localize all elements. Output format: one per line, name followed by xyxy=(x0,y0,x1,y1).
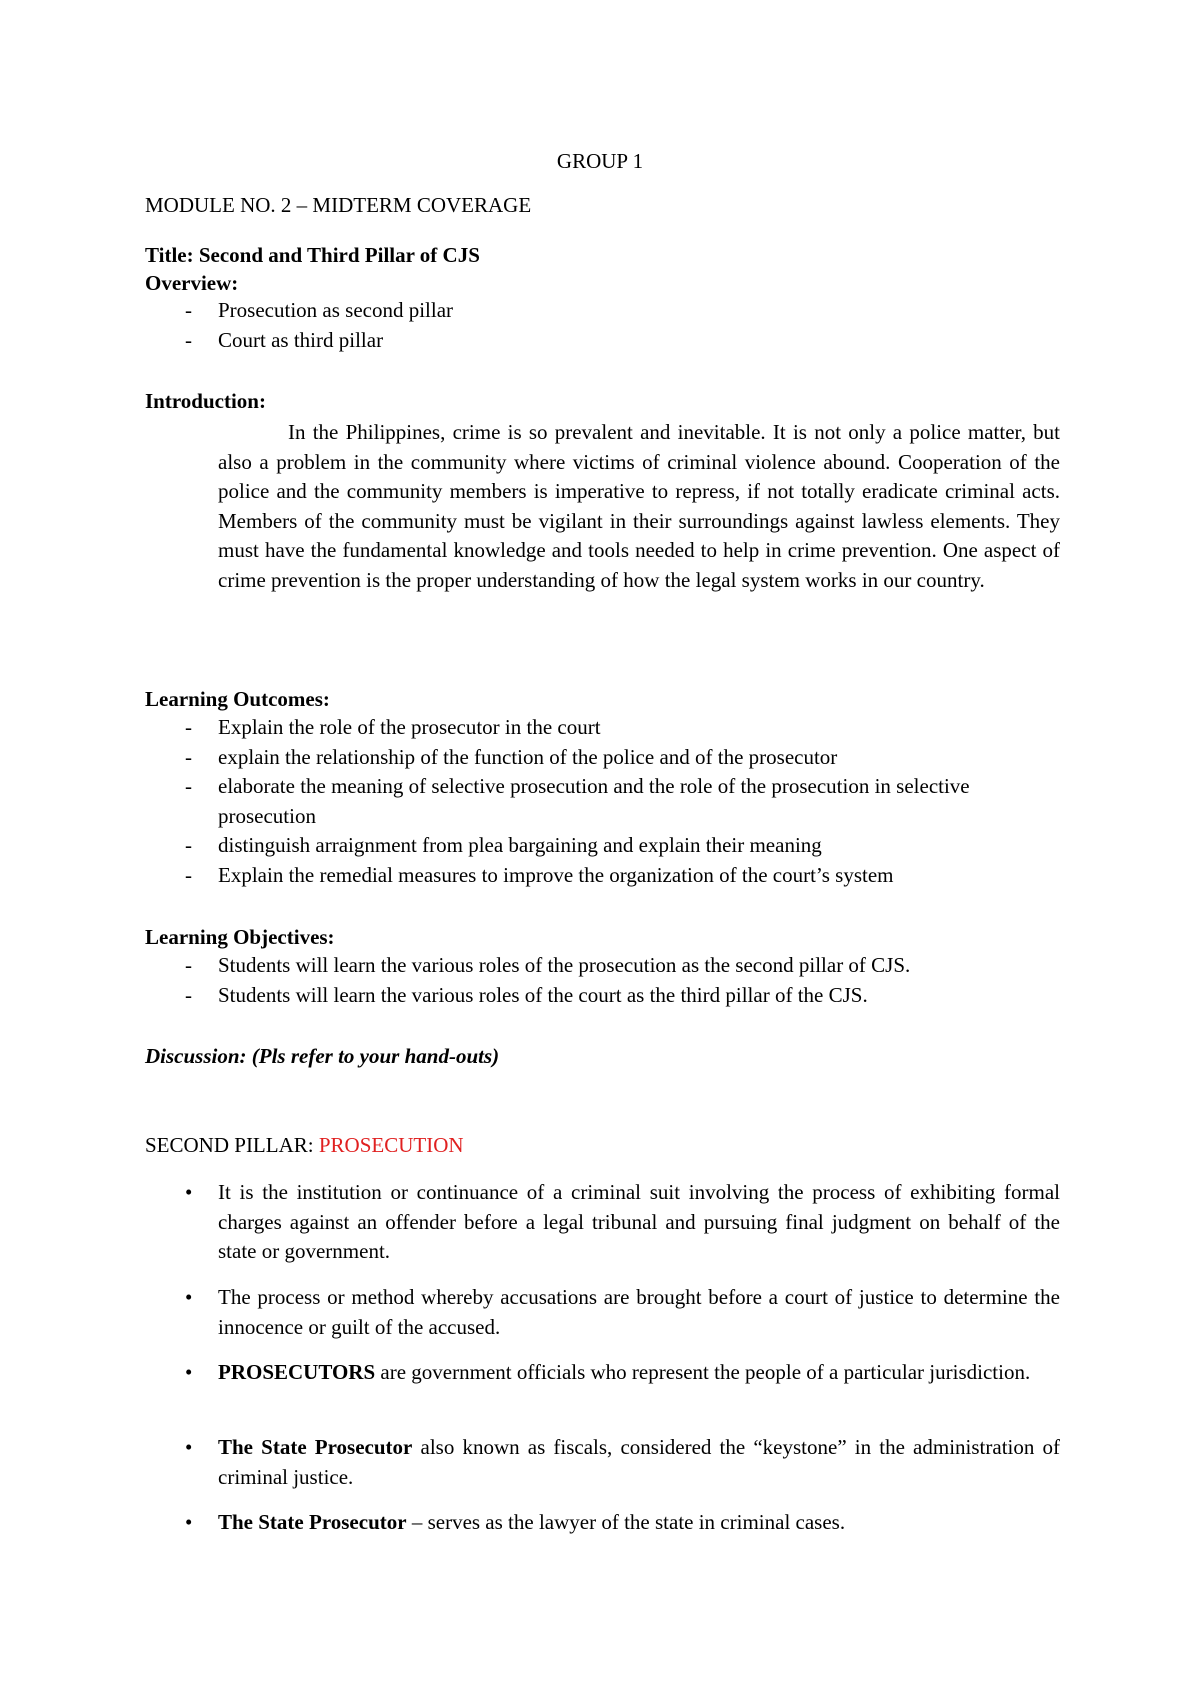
second-pillar-accent: PROSECUTION xyxy=(318,1133,464,1157)
second-pillar-heading xyxy=(145,1132,1060,1158)
list-item: - Explain the role of the prosecutor in the court xyxy=(145,713,1060,743)
bullet-glyph: • xyxy=(185,1180,193,1204)
learning-outcomes-list xyxy=(145,713,1060,890)
bullet-glyph: • xyxy=(185,1510,193,1534)
dash-bullet: - xyxy=(185,953,192,977)
dash-bullet: - xyxy=(185,327,192,352)
dash-bullet: - xyxy=(185,298,192,322)
dash-bullet: - xyxy=(185,982,192,1007)
dash-bullet: - xyxy=(185,715,192,739)
discussion-label: Discussion: (Pls refer to your hand-outs) xyxy=(145,1044,500,1068)
document-page: GROUP 1 MODULE NO. 2 – MIDTERM COVERAGE Title: Second and Third Pillar of CJS Overview: - Prosecution as second pillar - Court as third pillar Introduction: In the Philippines, crime is so prevalent and inevitable. It is not only a police matter, but also a problem in the community where victims of criminal violence abound. Cooperation of the police and the community members is imperative to repress, if not totally eradicate criminal acts. Members of the community must be vigilant in their surroundings against lawless elements. They must have the fundamental knowledge and tools needed to help in crime prevention. One aspect of crime prevention is the proper understanding of how the legal system works in our country. Learning Outcomes: - Explain the role of the prosecutor in the court - explain the relationship of the function of the police and of the prosecutor - elaborate the meaning of selective prosecution and the role of the prosecution in selective prosecution - distinguish arraignment from plea bargaining and explain their meaning - Explain the remedial measures to improve the organization of the court’s system Learning Objectives: - Students will learn the various roles of the prosecution as the second pillar of CJS. - Students will learn the various roles of the court as the third pillar of the CJS. Discussion: (Pls refer to your hand-outs) SECOND PILLAR: PROSECUTION • It is the institution or continuance of a criminal suit involving the process of exhibiting formal charges against an offender before a legal tribunal and pursuing final judgment on behalf of the state or government. • The process or method whereby accusations are brought before a court of justice to determine the innocence or guilt of the accused. • PROSECUTORS are government officials who represent the people of a particular jurisdiction. • The State Prosecutor also known as fiscals, considered the “keystone” in the administration of criminal justice. • The State Prosecutor – serves as the lawyer of the state in criminal cases. xyxy=(0,0,1200,1696)
dash-bullet: - xyxy=(185,744,192,769)
bullet-glyph: • xyxy=(185,1435,193,1459)
list-item: - elaborate the meaning of selective prosecution and the role of the prosecution in selective prosecution xyxy=(185,774,970,828)
list-item: - Students will learn the various roles of the prosecution as the second pillar of CJS. xyxy=(145,951,1060,981)
list-item: - Students will learn the various roles of the court as the third pillar of the CJS. xyxy=(145,981,1060,1011)
dash-bullet: - xyxy=(185,833,192,857)
learning-outcomes-heading: Learning Outcomes: xyxy=(145,687,330,711)
dash-bullet: - xyxy=(185,774,192,798)
bullet-glyph: • xyxy=(185,1285,193,1309)
module-title: MODULE NO. 2 – MIDTERM COVERAGE xyxy=(145,193,532,217)
dash-bullet: - xyxy=(185,862,192,887)
overview-heading: Overview: xyxy=(145,271,239,295)
introduction-paragraph: In the Philippines, crime is so prevalent and inevitable. It is not only a police matter, but also a problem in the community where victims of criminal violence abound. Cooperation of the police and the community members is imperative to repress, if not totally eradicate criminal acts. Members of the community must be vigilant in their surroundings against lawless elements. They must have the fundamental knowledge and tools needed to help in crime prevention. One aspect of crime prevention is the proper understanding of how the legal system works in our country. xyxy=(218,420,1060,592)
learning-objectives-heading: Learning Objectives: xyxy=(145,925,335,949)
second-pillar-prefix: SECOND PILLAR: xyxy=(145,1133,319,1157)
list-item: - Prosecution as second pillar xyxy=(145,296,1060,326)
document-title: Title: Second and Third Pillar of CJS xyxy=(145,243,480,267)
list-item: - Explain the remedial measures to improve the organization of the court’s system xyxy=(145,861,1060,891)
list-item: - distinguish arraignment from plea bargaining and explain their meaning xyxy=(145,831,1060,861)
list-item: - explain the relationship of the function of the police and of the prosecutor xyxy=(145,743,1060,773)
learning-objectives-list xyxy=(145,951,1060,1010)
list-item: - Court as third pillar xyxy=(145,326,1060,356)
group-title: GROUP 1 xyxy=(556,149,644,173)
bullet-glyph: • xyxy=(185,1360,193,1384)
introduction-heading: Introduction: xyxy=(145,389,266,413)
overview-list xyxy=(145,296,1060,355)
